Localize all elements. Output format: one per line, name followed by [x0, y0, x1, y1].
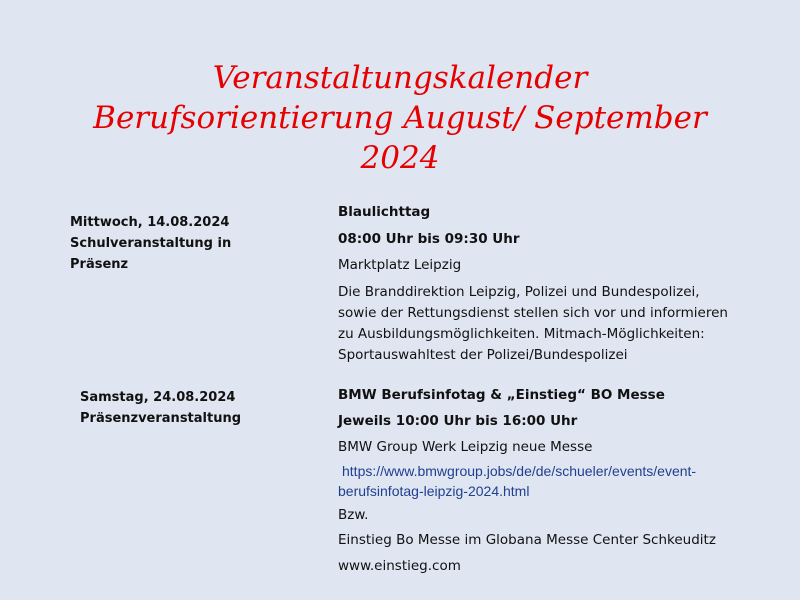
event-1-meta — [70, 212, 231, 275]
event-1-time: 08:00 Uhr bis 09:30 Uhr — [338, 231, 520, 247]
event-2-website[interactable]: www.einstieg.com — [338, 558, 461, 574]
event-1-type-line-1: Schulveranstaltung in — [70, 236, 232, 251]
event-1-description-line: Sportauswahltest der Polizei/Bundespolizei — [338, 347, 628, 363]
event-2-alt: Bzw. — [338, 507, 369, 523]
event-2-type: Präsenzveranstaltung — [80, 411, 242, 426]
event-2-name: BMW Berufsinfotag & „Einstieg“ BO Messe — [338, 387, 665, 403]
event-1-name: Blaulichttag — [338, 204, 431, 220]
event-2-meta — [80, 387, 241, 429]
event-2-link-line-2[interactable]: berufsinfotag-leipzig-2024.html — [338, 483, 530, 499]
title-line-2: Berufsorientierung August/ September — [93, 100, 707, 136]
title-line-3: 2024 — [360, 140, 440, 176]
event-2-date: Samstag, 24.08.2024 — [80, 390, 236, 405]
event-2-alt-location: Einstieg Bo Messe im Globana Messe Center Schkeuditz — [338, 532, 716, 548]
page-title — [0, 58, 800, 178]
event-1-location: Marktplatz Leipzig — [338, 257, 462, 273]
event-1-description-line: Die Branddirektion Leipzig, Polizei und Bundespolizei, — [338, 284, 700, 300]
event-1-description — [338, 282, 778, 366]
event-2-location: BMW Group Werk Leipzig neue Messe — [338, 439, 593, 455]
event-1-description-line: zu Ausbildungsmöglichkeiten. Mitmach-Möglichkeiten: — [338, 326, 705, 342]
event-2-time: Jeweils 10:00 Uhr bis 16:00 Uhr — [338, 413, 578, 429]
event-2-link[interactable] — [338, 461, 696, 501]
title-line-1: Veranstaltungskalender — [212, 60, 588, 96]
event-1-type-line-2: Präsenz — [70, 257, 129, 272]
event-1-date: Mittwoch, 14.08.2024 — [70, 215, 230, 230]
event-2-link-line-1[interactable]: https://www.bmwgroup.jobs/de/de/schueler/events/event- — [342, 463, 697, 479]
event-1-description-line: sowie der Rettungsdienst stellen sich vor und informieren — [338, 305, 728, 321]
